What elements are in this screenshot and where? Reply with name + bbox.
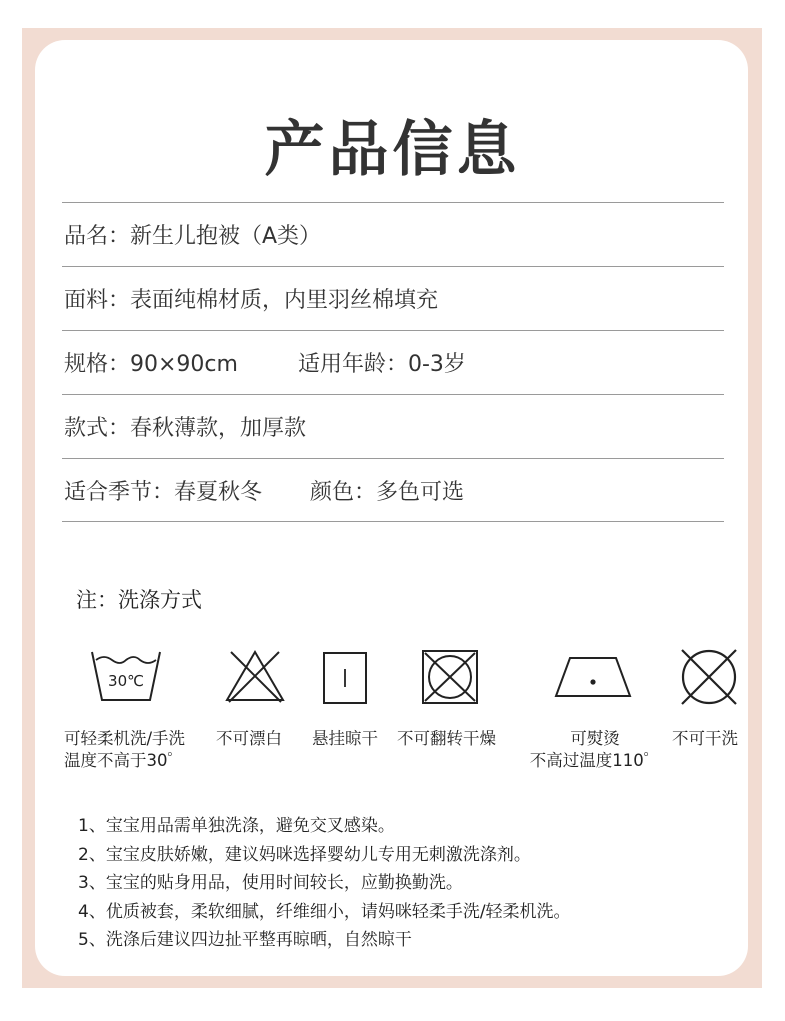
product-name: 品名：新生儿抱被（A类）: [64, 224, 322, 249]
care-tips-list: [78, 812, 571, 955]
info-row-fabric: [62, 266, 724, 330]
product-info-list: [62, 202, 724, 522]
line-dry-caption: 悬挂晾干: [312, 729, 378, 748]
list-item: 1、宝宝用品需单独洗涤，避免交叉感染。: [78, 816, 395, 836]
list-item: 3、宝宝的贴身用品，使用时间较长，应勤换勤洗。: [78, 873, 463, 893]
iron-icon: [554, 652, 634, 700]
iron-caption-line2: 不高过温度110゜: [529, 751, 661, 770]
product-fabric: 面料：表面纯棉材质，内里羽丝棉填充: [64, 288, 439, 313]
wash-caption-line2: 温度不高于30゜: [64, 751, 184, 770]
no-bleach-caption: 不可漂白: [216, 729, 282, 748]
no-dry-clean-icon: [679, 647, 739, 707]
product-color: 颜色：多色可选: [310, 479, 465, 505]
no-tumble-dry-icon: [421, 649, 479, 705]
no-bleach-icon: [225, 650, 285, 704]
wash-caption: [64, 728, 185, 772]
product-size: 规格：90×90cm: [64, 352, 238, 377]
washing-note-heading: 注：洗涤方式: [76, 588, 202, 612]
iron-caption: [520, 728, 670, 772]
product-season: 适合季节：春夏秋冬: [64, 479, 263, 505]
wash-caption-line1: 可轻柔机洗/手洗: [64, 729, 186, 748]
info-row-size: [62, 330, 724, 394]
iron-caption-line1: 可熨烫: [570, 729, 620, 748]
list-item: 2、宝宝皮肤娇嫩，建议妈咪选择婴幼儿专用无刺激洗涤剂。: [78, 844, 531, 865]
info-row-season: [62, 458, 724, 522]
wash-tub-icon: [90, 648, 162, 708]
list-item: 5、洗涤后建议四边扯平整再晾晒，自然晾干: [78, 930, 412, 950]
no-tumble-caption: 不可翻转干燥: [397, 729, 496, 748]
wash-temp-mark: 30℃: [108, 672, 144, 690]
info-row-name: [62, 202, 724, 266]
info-row-style: [62, 394, 724, 458]
no-dry-clean-caption: 不可干洗: [672, 729, 738, 748]
product-style: 款式：春秋薄款，加厚款: [64, 416, 307, 441]
page-title: 产品信息: [264, 115, 521, 185]
line-dry-icon: [322, 651, 368, 705]
product-age: 适用年龄：0-3岁: [297, 352, 466, 377]
list-item: 4、优质被套，柔软细腻，纤维细小，请妈咪轻柔手洗/轻柔机洗。: [78, 901, 571, 922]
